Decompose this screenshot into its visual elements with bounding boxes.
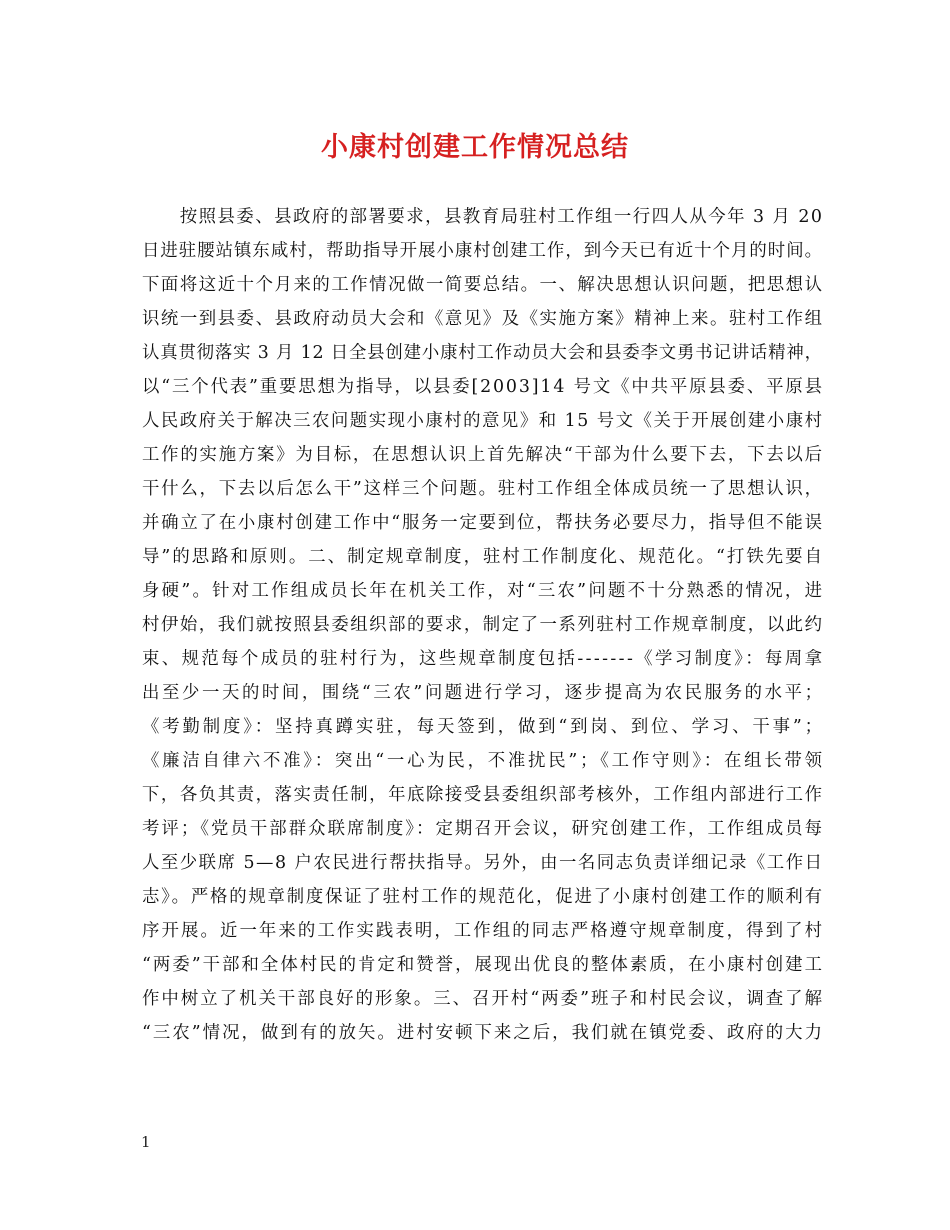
- text-line: 识统一到县委、县政府动员大会和《意见》及《实施方案》精神上来。驻村工作组: [142, 309, 824, 329]
- text-line: 按照县委、县政府的部署要求，县教育局驻村工作组一行四人从今年 3 月 20: [142, 207, 824, 227]
- text-line: 序开展。近一年来的工作实践表明，工作组的同志严格遵守规章制度，得到了村: [142, 921, 825, 941]
- text-line: 并确立了在小康村创建工作中“服务一定要到位，帮扶务必要尽力，指导但不能误: [142, 513, 824, 533]
- text-line: 出至少一天的时间，围绕“三农”问题进行学习，逐步提高为农民服务的水平；: [142, 683, 825, 703]
- text-line: 身硬”。针对工作组成员长年在机关工作，对“三农”问题不十分熟悉的情况，进: [142, 581, 825, 601]
- text-line: 作中树立了机关干部良好的形象。三、召开村“两委”班子和村民会议，调查了解: [142, 989, 825, 1009]
- text-line: 干什么，下去以后怎么干”这样三个问题。驻村工作组全体成员统一了思想认识，: [142, 479, 824, 499]
- text-line: 《廉洁自律六不准》：突出“一心为民，不准扰民”；《工作守则》：在组长带领: [142, 751, 825, 771]
- document-title: 小康村创建工作情况总结: [321, 132, 629, 163]
- page-number: 1: [141, 1133, 151, 1151]
- text-line: 下面将这近十个月来的工作情况做一简要总结。一、解决思想认识问题，把思想认: [142, 275, 824, 295]
- text-line: 导”的思路和原则。二、制定规章制度，驻村工作制度化、规范化。“打铁先要自: [142, 547, 825, 567]
- text-line: 下，各负其责，落实责任制，年底除接受县委组织部考核外，工作组内部进行工作: [142, 785, 824, 805]
- text-line: 工作的实施方案》为目标，在思想认识上首先解决“干部为什么要下去，下去以后: [142, 445, 824, 465]
- text-line: 《考勤制度》：坚持真蹲实驻，每天签到，做到“到岗、到位、学习、干事”；: [142, 717, 825, 737]
- text-line: “三农”情况，做到有的放矢。进村安顿下来之后，我们就在镇党委、政府的大力: [142, 1023, 825, 1043]
- text-line: 考评；《党员干部群众联席制度》：定期召开会议，研究创建工作，工作组成员每: [142, 819, 825, 839]
- text-line: 认真贯彻落实 3 月 12 日全县创建小康村工作动员大会和县委李文勇书记讲话精神，: [142, 343, 823, 363]
- text-line: 人至少联席 5—8 户农民进行帮扶指导。另外，由一名同志负责详细记录《工作日: [142, 853, 824, 873]
- text-line: 村伊始，我们就按照县委组织部的要求，制定了一系列驻村工作规章制度，以此约: [142, 615, 824, 635]
- text-line: 日进驻腰站镇东咸村，帮助指导开展小康村创建工作，到今天已有近十个月的时间。: [142, 241, 824, 261]
- text-line: 志》。严格的规章制度保证了驻村工作的规范化，促进了小康村创建工作的顺利有: [142, 887, 824, 907]
- text-line: 以“三个代表”重要思想为指导，以县委[2003]14 号文《中共平原县委、平原县: [142, 377, 824, 397]
- body-paragraph: [142, 200, 825, 1050]
- text-line: 束、规范每个成员的驻村行为，这些规章制度包括-------《学习制度》：每周拿: [142, 649, 825, 669]
- text-line: 人民政府关于解决三农问题实现小康村的意见》和 15 号文《关于开展创建小康村: [142, 411, 824, 431]
- text-line: “两委”干部和全体村民的肯定和赞誉，展现出优良的整体素质，在小康村创建工: [142, 955, 825, 975]
